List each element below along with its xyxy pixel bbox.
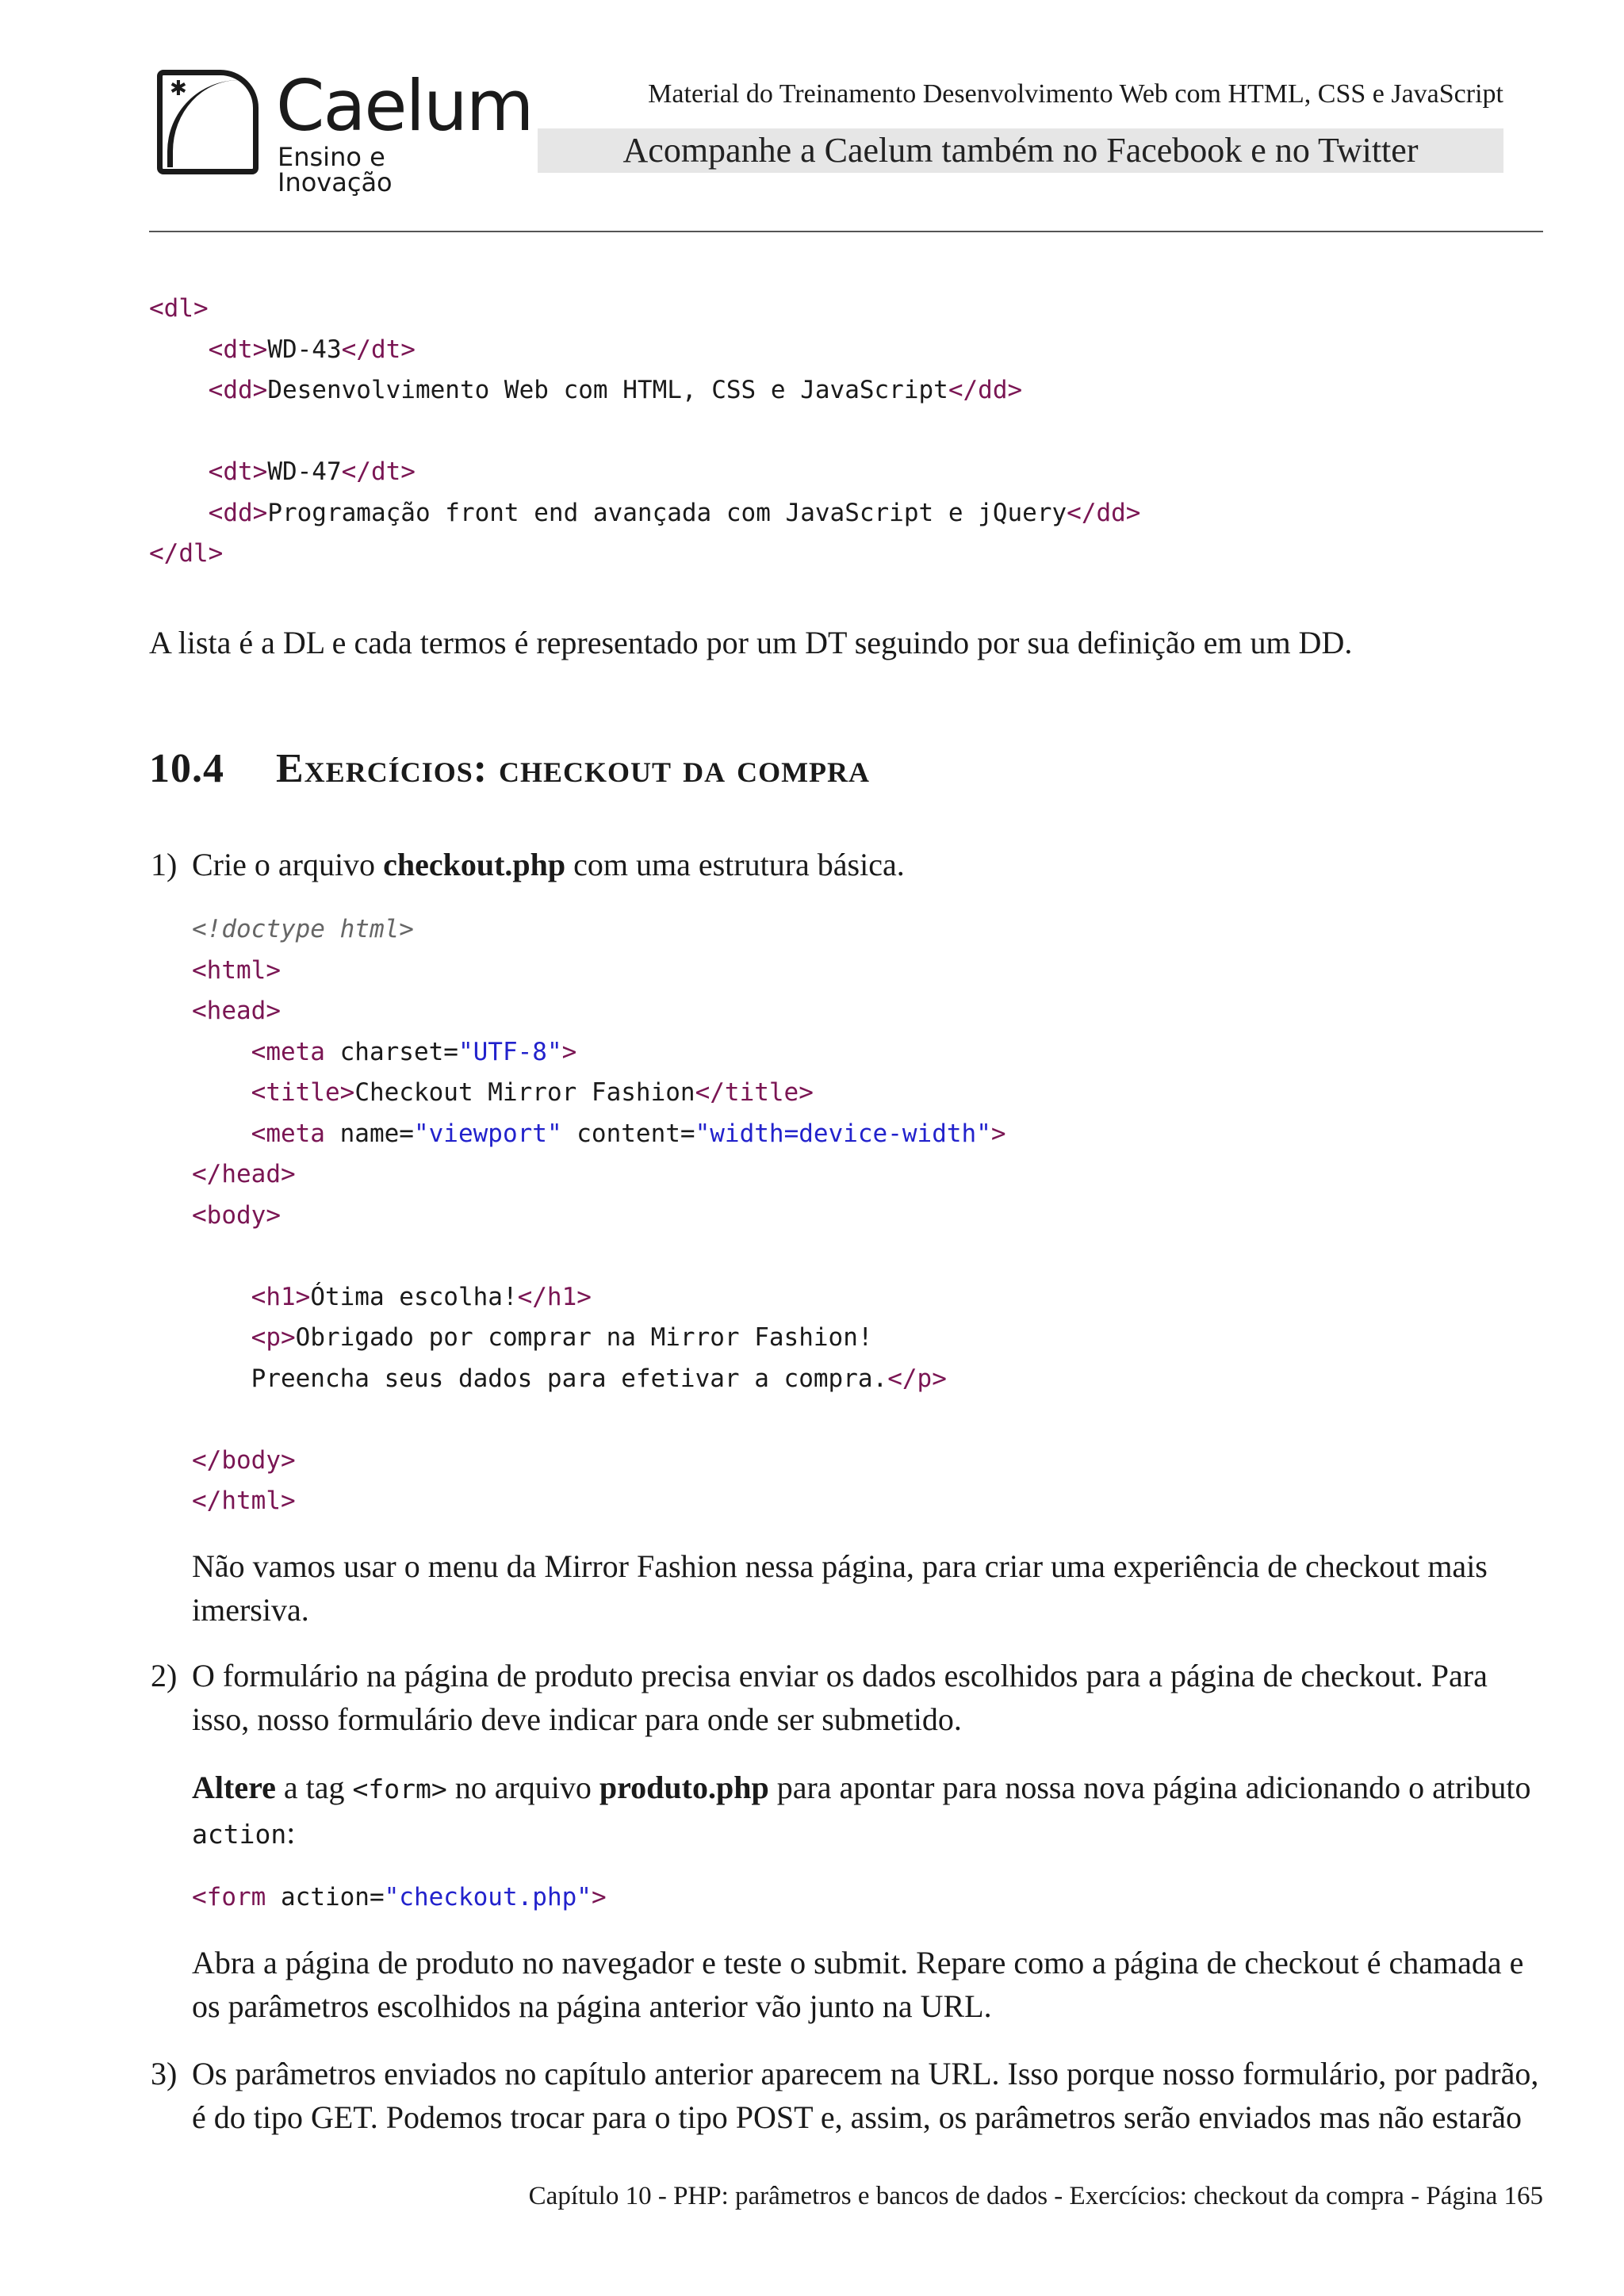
- step-2-text: O formulário na página de produto precisa enviar os dados escolhidos para a página de checkout. Para isso, nosso formulário deve indicar para onde ser submetido.: [192, 1658, 1488, 1737]
- section-title: Exercícios: checkout da compra: [276, 746, 871, 791]
- logo-tagline: Ensino e Inovação: [278, 142, 393, 197]
- caelum-logo: [157, 65, 533, 197]
- step-number-1: 1): [151, 847, 178, 882]
- section-heading: [149, 745, 870, 792]
- page-footer: Capítulo 10 - PHP: parâmetros e bancos de dados - Exercícios: checkout da compra - Página 165: [528, 2182, 1543, 2210]
- header-title: Material do Treinamento Desenvolvimento Web com HTML, CSS e JavaScript: [648, 79, 1503, 109]
- paragraph-menu: Não vamos usar o menu da Mirror Fashion nessa página, para criar uma experiência de checkout mais imersiva.: [192, 1548, 1488, 1628]
- code-block-dl: <dl> <dt>WD-43</dt> <dd>Desenvolvimento Web com HTML, CSS e JavaScript</dd> <dt>WD-47</dt> <dd>Programação front end avançada com JavaScript e jQuery</dd> </dl>: [149, 294, 1141, 568]
- paragraph-dl: A lista é a DL e cada termos é representado por um DT seguindo por sua definição em um DD.: [149, 625, 1353, 660]
- code-block-checkout: <!doctype html> <html> <head> <meta charset="UTF-8"> <title>Checkout Mirror Fashion</title> <meta name="viewport" content="width=device-width"> </head> <body> <h1>Ótima escolha!</h1> <p>Obrigado por comprar na Mirror Fashion! Preencha seus dados para efetivar a compra.</p> </body> </html>: [192, 915, 1006, 1515]
- logo-name: Caelum: [276, 65, 533, 147]
- step-3-text: Os parâmetros enviados no capítulo anterior aparecem na URL. Isso porque nosso formulário, por padrão, é do tipo GET. Podemos trocar para o tipo POST e, assim, os parâmetros serão enviados mas não estarão: [192, 2056, 1539, 2135]
- header-banner: Acompanhe a Caelum também no Facebook e no Twitter: [538, 128, 1503, 173]
- section-number: 10.4: [149, 746, 224, 791]
- header-divider: [149, 231, 1543, 232]
- step-number-3: 3): [151, 2056, 178, 2091]
- code-block-form: <form action="checkout.php">: [192, 1883, 607, 1911]
- paragraph-submit: Abra a página de produto no navegador e teste o submit. Repare como a página de checkout é chamada e os parâmetros escolhidos na página anterior vão junto na URL.: [192, 1945, 1524, 2024]
- step-number-2: 2): [151, 1658, 178, 1693]
- step-2-instruction: Altere a tag <form> no arquivo produto.php para apontar para nossa nova página adicionando o atributo action:: [192, 1770, 1531, 1850]
- logo-mark-icon: ✱: [157, 70, 259, 174]
- step-1-text: Crie o arquivo checkout.php com uma estrutura básica.: [192, 847, 905, 882]
